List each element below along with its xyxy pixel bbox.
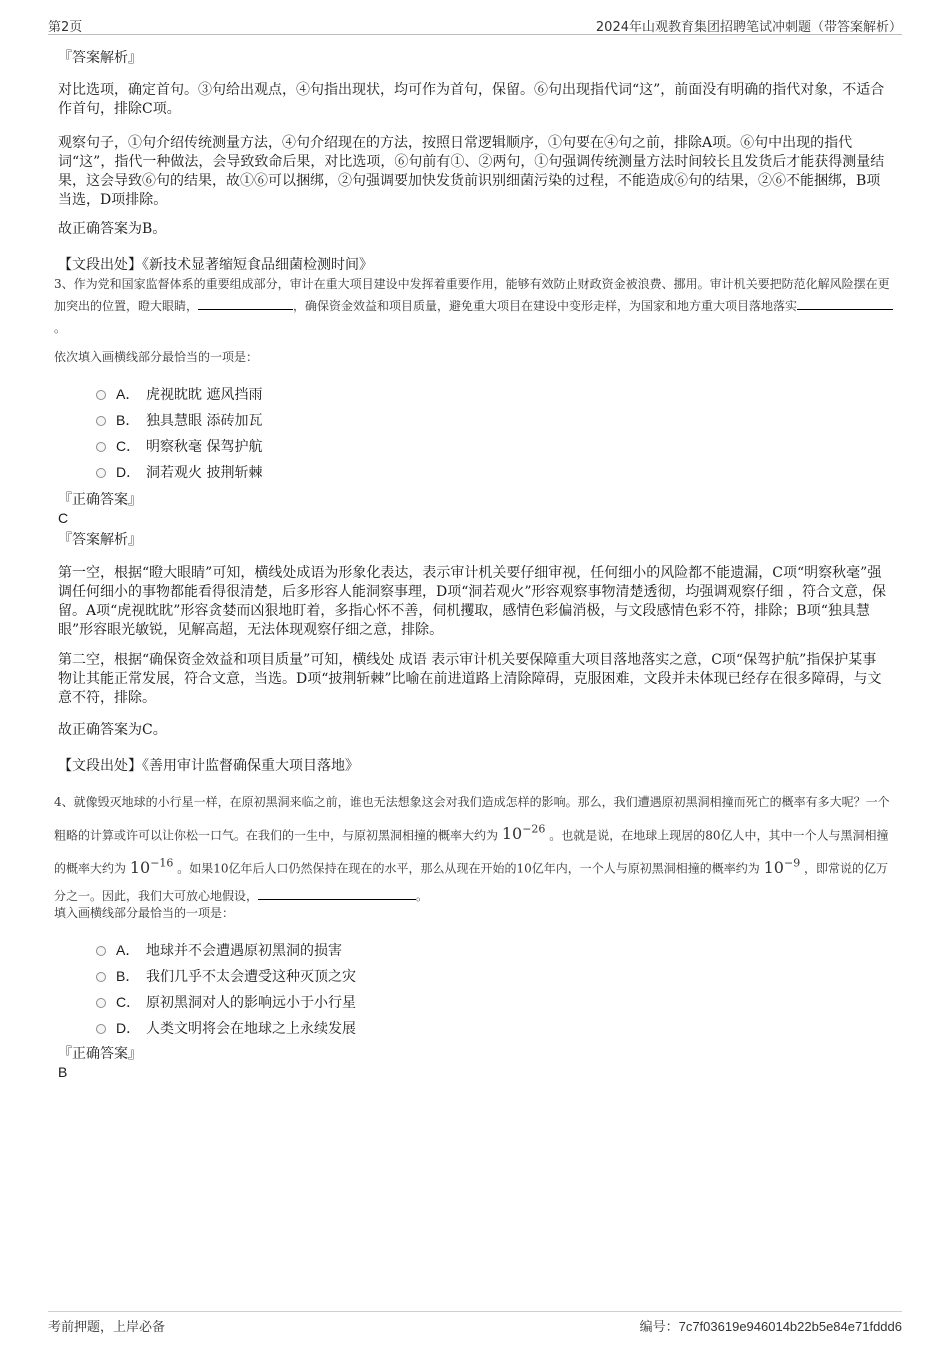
q2-analysis-para1: 对比选项，确定首句。③句给出观点，④句指出现状，均可作为首句，保留。⑥句出现指代词“这”，前面没有明确的指代对象，不适合作首句，排除C项。: [58, 82, 885, 117]
radio-icon[interactable]: [96, 1024, 106, 1034]
q4-prompt: 填入画横线部分最恰当的一项是：: [54, 906, 235, 920]
q2-analysis-label: 『答案解析』: [58, 50, 142, 66]
q4-option-a[interactable]: A． 地球并不会遭遇原初黑洞的损害: [96, 940, 342, 960]
q3-blank-2: [797, 297, 893, 310]
q4-option-b[interactable]: B． 我们几乎不太会遭受这种灭顶之灾: [96, 966, 356, 986]
radio-icon[interactable]: [96, 998, 106, 1008]
q3-stem: 3、作为党和国家监督体系的重要组成部分，审计在重大项目建设中发挥着重要作用，能够有效防止财政资金被浪费、挪用。审计机关要把防范化解风险摆在更加突出的位置，瞪大眼睛， ，确保资金效益和项目质量，避免重大项目在建设中变形走样，为国家和地方重大项目落地落实。: [54, 273, 894, 339]
q4-correct-answer: B: [58, 1064, 68, 1080]
exponent-10-26: $10^{-26}$: [501, 823, 546, 844]
q3-option-b[interactable]: B． 独具慧眼 添砖加瓦: [96, 410, 262, 430]
q3-correct-label: 『正确答案』: [58, 492, 142, 508]
radio-icon[interactable]: [96, 468, 106, 478]
q3-conclusion: 故正确答案为C。: [58, 722, 167, 738]
footer-slogan: 考前押题，上岸必备: [48, 1320, 166, 1335]
exponent-10-16: $10^{-16}$: [129, 856, 174, 877]
q2-analysis-para2: 观察句子，①句介绍传统测量方法，④句介绍现在的方法，按照日常逻辑顺序，①句要在④句之前，排除A项。⑥句中出现的指代词“这”，指代一种做法，会导致致命后果，对比选项，⑥句前有①、②两句，①句强调传统测量方法时间较长且发货后才能获得测量结果，这会导致⑥句的结果，故①⑥可以捆绑，②句强调要加快发货前识别细菌污染的过程，不能造成⑥句的结果，②⑥不能捆绑，B项当选，D项排除。: [58, 135, 885, 208]
q3-option-a[interactable]: A． 虎视眈眈 遮风挡雨: [96, 384, 262, 404]
q3-blank-1: [198, 297, 293, 310]
q4-option-d[interactable]: D． 人类文明将会在地球之上永续发展: [96, 1018, 356, 1038]
radio-icon[interactable]: [96, 442, 106, 452]
page-header: [48, 14, 902, 35]
q3-source: 【文段出处】《善用审计监督确保重大项目落地》: [58, 758, 359, 774]
q3-analysis-label: 『答案解析』: [58, 532, 142, 548]
page-number: 第2页: [48, 20, 83, 35]
q4-correct-label: 『正确答案』: [58, 1046, 142, 1062]
q3-analysis-para2: 第二空，根据“确保资金效益和项目质量”可知，横线处 成语 表示审计机关要保障重大项目落地落实之意，C项“保驾护航”指保护某事物让其能正常发展，符合文意，当选。D项“披荆斩棘”比喻在前进道路上清除障碍，克服困难，文段并未体现已经存在很多障碍，与文意不符，排除。: [58, 652, 882, 706]
q3-option-d[interactable]: D． 洞若观火 披荆斩棘: [96, 462, 262, 482]
q2-conclusion: 故正确答案为B。: [58, 221, 167, 237]
q4-stem: 4、就像毁灭地球的小行星一样，在原初黑洞来临之前，谁也无法想象这会对我们造成怎样的影响。那么，我们遭遇原初黑洞相撞而死亡的概率有多大呢？一个粗略的计算或许可以让你松一口气。在我们的一生中，与原初黑洞相撞的概率大约为 $10^{-26}$ 。也就是说，在地球上现居的80亿人中，其中一个人与黑洞相撞的概率大约为 $10^{-16}$ 。如果10亿年后人口仍然保持在现在的水平，那么从现在开始的10亿年内，一个人与原初黑洞相撞的概率约为 $10^{-9}$ ，即常说的亿万分之一。因此，我们大可放心地假设， 。: [54, 795, 890, 903]
q3-prompt: 依次填入画横线部分最恰当的一项是：: [54, 350, 259, 364]
footer-code: 编号：7c7f03619e946014b22b5e84e71fddd6: [639, 1319, 902, 1335]
page-footer: [48, 1311, 902, 1336]
q3-option-c[interactable]: C． 明察秋毫 保驾护航: [96, 436, 262, 456]
radio-icon[interactable]: [96, 972, 106, 982]
q4-blank: [258, 887, 416, 900]
q3-correct-answer: C: [58, 510, 69, 526]
radio-icon[interactable]: [96, 946, 106, 956]
q4-option-c[interactable]: C． 原初黑洞对人的影响远小于小行星: [96, 992, 356, 1012]
q3-analysis-para1: 第一空，根据“瞪大眼睛”可知，横线处成语为形象化表达，表示审计机关要仔细审视，任何细小的风险都不能遗漏，C项“明察秋毫”强调任何细小的事物都能看得很清楚，后多形容人能洞察事理，D项“洞若观火”形容观察事物清楚透彻，均强调观察仔细 ，符合文意，保留。A项“虎视眈眈”形容贪婪而凶狠地盯着，多指心怀不善，伺机攫取，感情色彩偏消极，与文段感情色彩不符，排除；B项“独具慧眼”形容眼光敏锐，见解高超，无法体现观察仔细之意，排除。: [58, 565, 886, 638]
radio-icon[interactable]: [96, 390, 106, 400]
exponent-10-9: $10^{-9}$: [763, 856, 801, 877]
document-title: 2024年山观教育集团招聘笔试冲刺题（带答案解析）: [595, 20, 902, 35]
radio-icon[interactable]: [96, 416, 106, 426]
q2-source: 【文段出处】《新技术显著缩短食品细菌检测时间》: [58, 257, 373, 273]
